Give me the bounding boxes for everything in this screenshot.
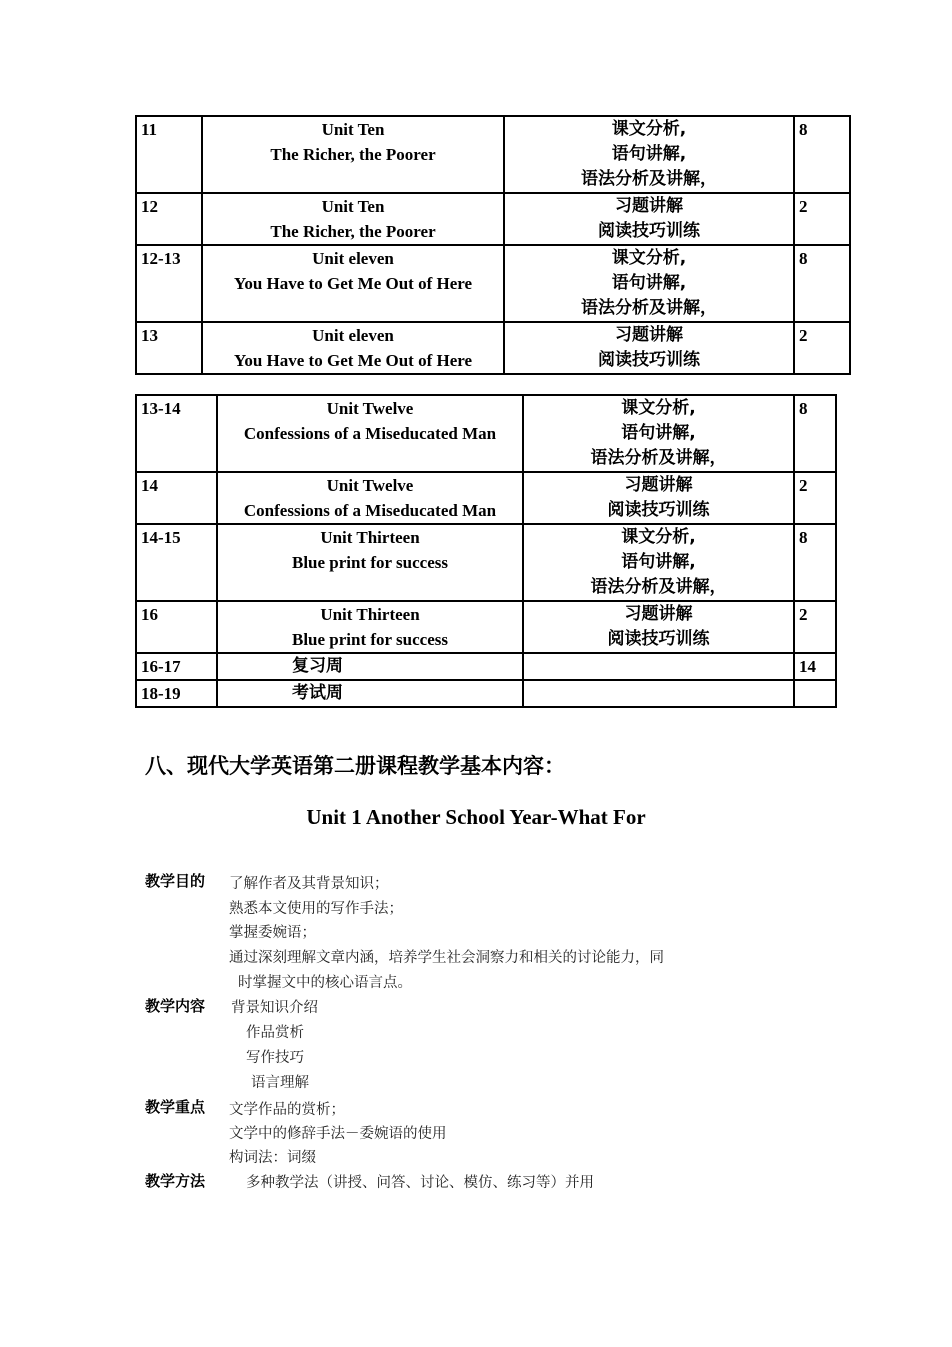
week-cell: 12-13	[136, 245, 202, 322]
unit-name: Unit Ten	[321, 197, 385, 216]
table-row	[136, 245, 850, 322]
week-cell: 12	[136, 193, 202, 245]
section-heading: 八、现代大学英语第二册课程教学基本内容：	[145, 754, 565, 778]
objective-item: 掌握委婉语；	[229, 925, 316, 941]
unit-name: Unit Twelve	[326, 476, 414, 495]
unit-cell	[217, 601, 523, 653]
hours-cell	[794, 680, 836, 707]
unit-title: Unit 1 Another School Year-What For	[306, 805, 646, 829]
unit-cell	[217, 472, 523, 524]
hours-cell: 8	[794, 116, 850, 193]
unit-cell	[202, 116, 504, 193]
objective-item: 了解作者及其背景知识；	[229, 876, 389, 892]
content-cell	[523, 653, 794, 680]
content-item: 作品赏析	[246, 1025, 304, 1041]
week-cell: 18-19	[136, 680, 217, 707]
content-cell: 习题讲解 阅读技巧训练	[504, 322, 794, 374]
hours-cell: 8	[794, 245, 850, 322]
unit-cell: 考试周	[217, 680, 523, 707]
hours-cell: 14	[794, 653, 836, 680]
key-points-label: 教学重点	[145, 1098, 206, 1116]
content-cell	[523, 680, 794, 707]
objective-item: 通过深刻理解文章内涵，培养学生社会洞察力和相关的讨论能力，同	[229, 950, 664, 966]
content-cell: 习题讲解 阅读技巧训练	[523, 601, 794, 653]
content-cell: 课文分析, 语句讲解, 语法分析及讲解，	[523, 395, 794, 472]
table-row	[136, 524, 836, 601]
objectives-label: 教学目的	[145, 872, 206, 890]
unit-cell	[217, 524, 523, 601]
unit-subtitle: Confessions of a Miseducated Man	[243, 501, 497, 520]
unit-subtitle: Blue print for success	[292, 630, 448, 649]
content-cell: 课文分析, 语句讲解, 语法分析及讲解，	[504, 116, 794, 193]
content-item: 背景知识介绍	[231, 1000, 318, 1016]
unit-name: Unit Thirteen	[320, 605, 420, 624]
unit-name: Unit Thirteen	[320, 528, 420, 547]
content-item: 写作技巧	[246, 1050, 304, 1066]
week-cell: 13	[136, 322, 202, 374]
content-cell: 课文分析, 语句讲解, 语法分析及讲解，	[504, 245, 794, 322]
table-row	[136, 472, 836, 524]
unit-subtitle: You Have to Get Me Out of Here	[233, 351, 473, 370]
content-cell: 习题讲解 阅读技巧训练	[523, 472, 794, 524]
table-row	[136, 395, 836, 472]
hours-cell: 8	[794, 524, 836, 601]
table-row	[136, 322, 850, 374]
content-cell: 课文分析, 语句讲解, 语法分析及讲解，	[523, 524, 794, 601]
schedule-table-2	[135, 394, 837, 708]
objective-item: 时掌握文中的核心语言点。	[238, 975, 412, 991]
hours-cell: 2	[794, 322, 850, 374]
table-row	[136, 601, 836, 653]
hours-cell: 8	[794, 395, 836, 472]
unit-subtitle: Blue print for success	[292, 553, 448, 572]
unit-subtitle: The Richer, the Poorer	[270, 222, 436, 241]
week-cell: 14	[136, 472, 217, 524]
week-cell: 13-14	[136, 395, 217, 472]
objective-item: 熟悉本文使用的写作手法；	[229, 901, 403, 917]
key-point-item: 文学中的修辞手法－委婉语的使用	[229, 1126, 447, 1142]
content-item: 语言理解	[251, 1075, 309, 1091]
table-row	[136, 680, 836, 707]
key-point-item: 构词法：词缀	[229, 1150, 316, 1166]
table-row	[136, 653, 836, 680]
unit-cell	[202, 322, 504, 374]
week-cell: 16	[136, 601, 217, 653]
unit-cell: 复习周	[217, 653, 523, 680]
schedule-table-1	[135, 115, 851, 375]
table-row	[136, 193, 850, 245]
hours-cell: 2	[794, 472, 836, 524]
week-cell: 14-15	[136, 524, 217, 601]
unit-cell	[217, 395, 523, 472]
methods-label: 教学方法	[145, 1172, 206, 1190]
contents-label: 教学内容	[145, 997, 206, 1015]
content-cell: 习题讲解 阅读技巧训练	[504, 193, 794, 245]
unit-name: Unit Twelve	[326, 399, 414, 418]
unit-cell	[202, 245, 504, 322]
hours-cell: 2	[794, 601, 836, 653]
unit-name: Unit eleven	[312, 326, 394, 345]
method-item: 多种教学法（讲授、问答、讨论、模仿、练习等）并用	[246, 1175, 594, 1191]
unit-name: Unit Ten	[321, 120, 385, 139]
unit-name: Unit eleven	[312, 249, 394, 268]
table-row	[136, 116, 850, 193]
unit-subtitle: The Richer, the Poorer	[270, 145, 436, 164]
unit-cell	[202, 193, 504, 245]
hours-cell: 2	[794, 193, 850, 245]
key-point-item: 文学作品的赏析；	[229, 1102, 345, 1118]
week-cell: 16-17	[136, 653, 217, 680]
unit-subtitle: Confessions of a Miseducated Man	[243, 424, 497, 443]
week-cell: 11	[136, 116, 202, 193]
unit-subtitle: You Have to Get Me Out of Here	[233, 274, 473, 293]
